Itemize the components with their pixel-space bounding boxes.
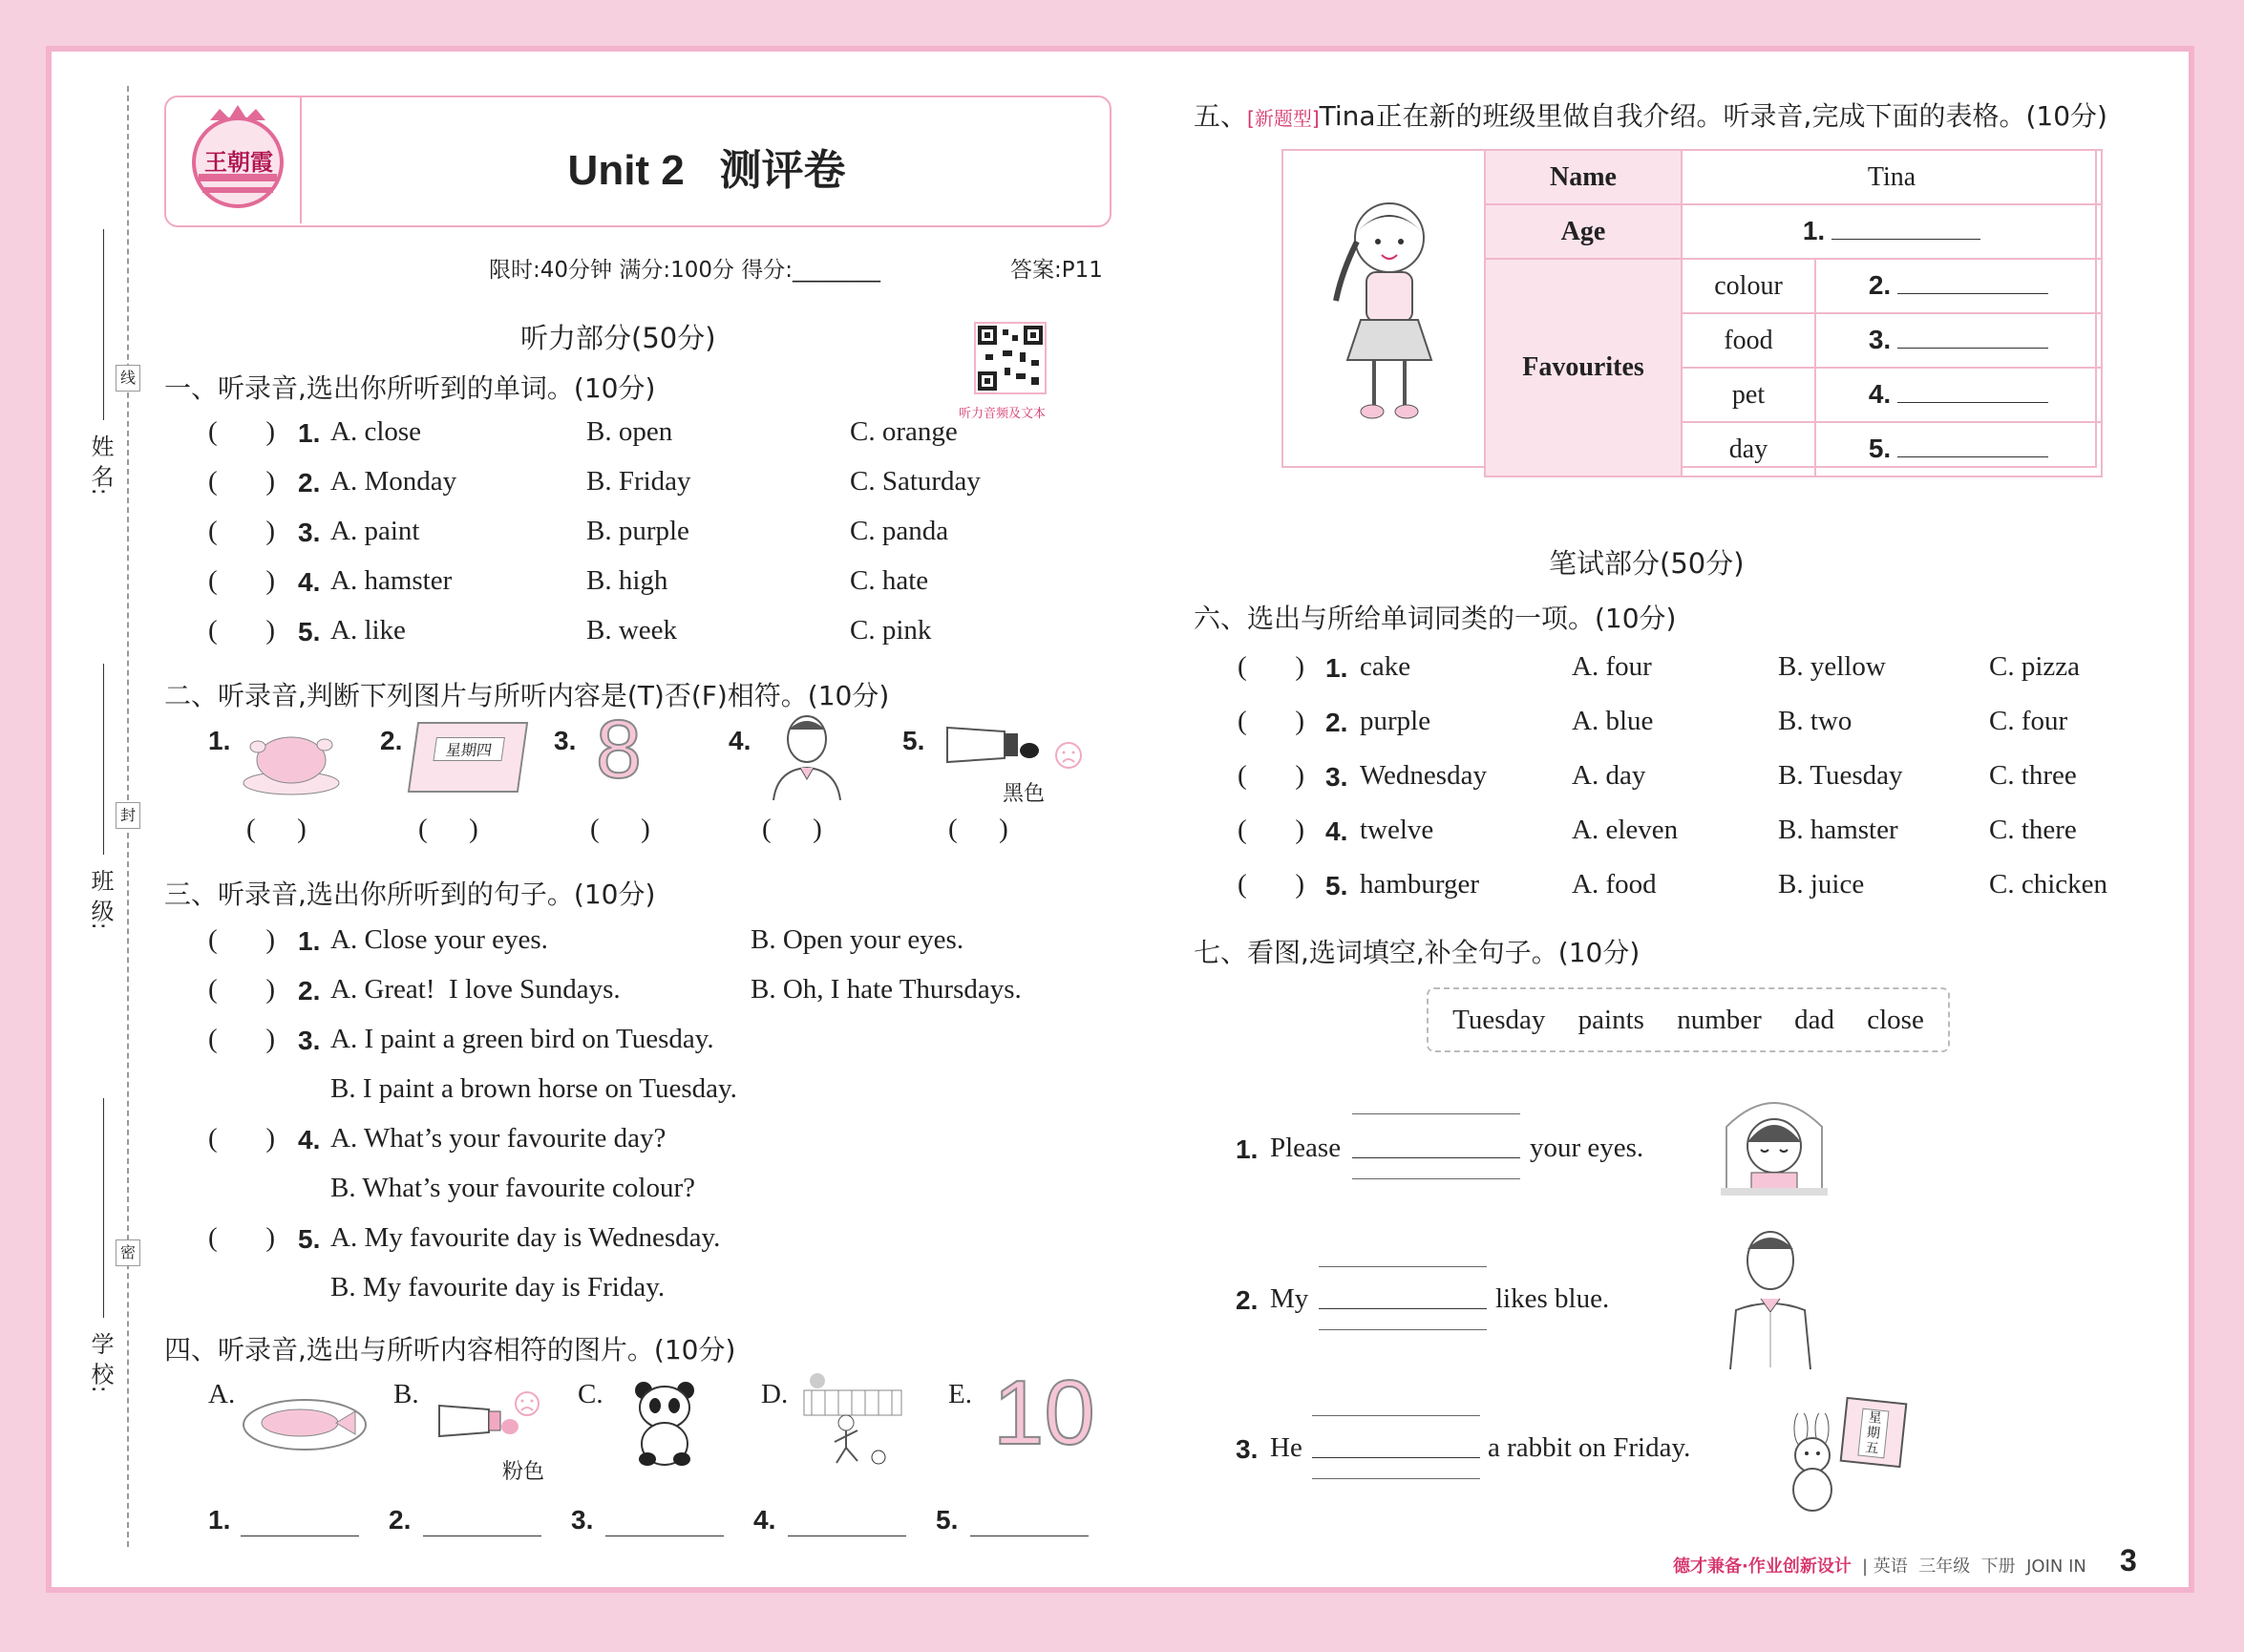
option-a: A. Great! I love Sundays. <box>330 974 621 1005</box>
option-c: C. hate <box>850 565 929 596</box>
school-line <box>103 1098 104 1318</box>
title-divider <box>300 95 302 223</box>
answer-paren[interactable]: ( ) <box>948 814 1008 844</box>
answer-paren[interactable]: ( ) <box>208 924 276 955</box>
answer-paren[interactable]: ( ) <box>208 516 276 546</box>
section7-title: 七、看图,选词填空,补全句子。(10分) <box>1194 937 1641 968</box>
section5-title <box>1194 95 2107 134</box>
name-label: Name <box>1485 150 1682 204</box>
option-b: B. week <box>586 615 678 646</box>
option-b: B. open <box>586 416 673 447</box>
option-b: B. Open your eyes. <box>751 924 964 955</box>
section3-title: 三、听录音,选出你所听到的句子。(10分) <box>164 879 656 910</box>
option-c: C. pizza <box>1989 651 2081 682</box>
item-number: 5. <box>902 726 925 755</box>
guide-line <box>1312 1478 1480 1479</box>
item-number: 3. <box>1325 762 1348 792</box>
answer-paren[interactable]: ( ) <box>762 814 822 844</box>
option-b: B. purple <box>586 516 689 546</box>
sentence-end: a rabbit on Friday. <box>1488 1432 1691 1463</box>
item-number: 3. <box>298 518 321 547</box>
footer-info: | 英语 三年级 下册 JOIN IN <box>1862 1557 2086 1577</box>
option-b: B. juice <box>1778 869 1865 900</box>
answer-blank[interactable] <box>1897 402 2048 403</box>
name-line <box>103 229 104 420</box>
picture-letter: A. <box>208 1379 236 1409</box>
item-number: 1. <box>298 926 321 956</box>
sentence-start: He <box>1270 1432 1302 1463</box>
option-a: A. I paint a green bird on Tuesday. <box>330 1024 714 1054</box>
item-number: 1. <box>1325 653 1348 683</box>
page-title: Unit 2 测评卷 <box>567 147 846 194</box>
item-number: 5. <box>298 1224 321 1254</box>
fav-answer-cell[interactable] <box>1815 422 2102 477</box>
class-label: 班 级: <box>87 869 114 930</box>
option-a: A. hamster <box>330 565 453 596</box>
sentence-start: Please <box>1270 1133 1342 1163</box>
option-b: B. high <box>586 565 668 596</box>
answer-paren[interactable]: ( ) <box>208 615 276 646</box>
pink-paint-tube-picture <box>435 1400 521 1442</box>
man-picture <box>764 712 850 800</box>
option-a: A. What’s your favourite day? <box>330 1123 667 1154</box>
seal-mark-secret: 密 <box>116 1239 140 1266</box>
option-c: C. panda <box>850 516 949 546</box>
answer-blank[interactable] <box>1312 1457 1480 1458</box>
answer-paren[interactable]: ( ) <box>208 466 276 497</box>
guide-line <box>1352 1178 1520 1179</box>
tina-picture <box>1332 196 1447 425</box>
calendar-picture <box>1840 1397 1908 1468</box>
black-color-label: 黑色 <box>1003 782 1046 806</box>
item-number: 4. <box>298 1125 321 1154</box>
qr-code[interactable] <box>974 322 1047 394</box>
option-a: A. day <box>1572 760 1646 791</box>
fav-row-label: pet <box>1682 368 1815 422</box>
fav-row-label: day <box>1682 422 1815 477</box>
item-number: 5. <box>298 617 321 646</box>
item-number: 1. <box>208 726 231 755</box>
page-number: 3 <box>2120 1543 2137 1578</box>
word-bank-item: dad <box>1794 1004 1834 1035</box>
guide-line <box>1319 1329 1487 1330</box>
option-b: B. Tuesday <box>1778 760 1903 791</box>
given-word: cake <box>1360 651 1411 682</box>
section5-text: Tina正在新的班级里做自我介绍。听录音,完成下面的表格。(10分) <box>1319 100 2107 132</box>
option-c: C. there <box>1989 815 2077 845</box>
item-number: 5. <box>936 1505 959 1535</box>
given-word: hamburger <box>1360 869 1480 900</box>
option-c: C. three <box>1989 760 2077 791</box>
fav-answer-cell[interactable] <box>1815 313 2102 368</box>
fish-picture <box>241 1387 369 1455</box>
option-b: B. My favourite day is Friday. <box>330 1272 666 1303</box>
item-number: 1. <box>208 1505 231 1535</box>
new-type-tag: [新题型] <box>1247 107 1320 130</box>
guide-line <box>1312 1415 1480 1416</box>
paint-tube-picture <box>943 722 1039 768</box>
option-c: C. four <box>1989 706 2068 736</box>
test-meta: 限时:40分钟 满分:100分 得分:________ <box>489 258 881 283</box>
item-number: 2. <box>1325 708 1348 737</box>
answer-blank[interactable] <box>1352 1157 1520 1158</box>
guide-line <box>1319 1266 1487 1267</box>
section4-title: 四、听录音,选出与所听内容相符的图片。(10分) <box>164 1334 736 1366</box>
footer-series: 德才兼备·作业创新设计 <box>1673 1557 1852 1577</box>
class-line <box>103 664 104 855</box>
digit-picture: 8 <box>596 704 642 795</box>
seal-mark-line: 线 <box>116 365 140 392</box>
word-bank-item: number <box>1677 1004 1762 1035</box>
qr-caption: 听力音频及文本 <box>959 407 1047 421</box>
pink-color-label: 粉色 <box>502 1460 545 1484</box>
picture-letter: B. <box>393 1379 419 1409</box>
answer-paren[interactable]: ( ) <box>1238 760 1305 791</box>
option-a: A. Monday <box>330 466 457 497</box>
option-a: A. eleven <box>1572 815 1679 845</box>
writing-heading: 笔试部分(50分) <box>1549 547 1745 580</box>
brand-logo-text: 王朝霞 <box>204 149 273 176</box>
age-label: Age <box>1485 204 1682 259</box>
item-number: 2. <box>298 468 321 498</box>
answer-paren[interactable]: ( ) <box>208 1024 276 1054</box>
answer-blank[interactable] <box>1897 348 2048 349</box>
sentence-end: your eyes. <box>1530 1133 1644 1163</box>
option-c: C. orange <box>850 416 958 447</box>
option-b: B. What’s your favourite colour? <box>330 1173 695 1203</box>
word-bank <box>1427 987 1950 1052</box>
option-b: B. hamster <box>1778 815 1898 845</box>
section5-prefix: 五、 <box>1194 100 1248 132</box>
favourites-label: Favourites <box>1485 259 1682 477</box>
answer-paren[interactable]: ( ) <box>208 1222 276 1253</box>
item-number: 3. <box>1868 325 1892 354</box>
option-a: A. food <box>1572 869 1657 900</box>
section6-title: 六、选出与所给单词同类的一项。(10分) <box>1194 603 1677 634</box>
item-number: 4. <box>729 726 752 755</box>
option-a: A. My favourite day is Wednesday. <box>330 1222 721 1253</box>
answer-blank[interactable] <box>1897 293 2048 294</box>
sentence-start: My <box>1270 1283 1309 1314</box>
picture-letter: E. <box>948 1379 972 1409</box>
item-number: 4. <box>1868 379 1892 409</box>
option-c: C. Saturday <box>850 466 981 497</box>
option-a: A. like <box>330 615 406 646</box>
item-number: 4. <box>298 567 321 597</box>
fav-answer-cell[interactable] <box>1815 368 2102 422</box>
sad-face-icon <box>514 1390 540 1417</box>
word-bank-item: Tuesday <box>1452 1004 1546 1035</box>
item-number: 1. <box>1236 1134 1259 1164</box>
answer-blank[interactable] <box>1831 239 1980 240</box>
word-bank-item: paints <box>1577 1004 1644 1035</box>
digit-picture: 10 <box>993 1362 1095 1464</box>
answer-paren[interactable]: ( ) <box>208 565 276 596</box>
option-b: B. I paint a brown horse on Tuesday. <box>330 1073 737 1104</box>
answer-ref: 答案:P11 <box>1010 258 1103 283</box>
item-number: 2. <box>389 1505 412 1535</box>
item-number: 3. <box>1236 1434 1259 1464</box>
answer-paren[interactable]: ( ) <box>208 416 276 447</box>
given-word: twelve <box>1360 815 1434 845</box>
calendar-text: 星期四 <box>433 737 505 761</box>
option-a: A. Close your eyes. <box>330 924 548 955</box>
calendar-text: 星期五 <box>1857 1408 1889 1459</box>
picture-letter: D. <box>761 1379 789 1409</box>
option-c: C. pink <box>850 615 932 646</box>
playing-football-picture <box>802 1371 903 1467</box>
fav-row-label: food <box>1682 313 1815 368</box>
given-word: purple <box>1360 706 1431 736</box>
option-b: B. two <box>1778 706 1852 736</box>
answer-paren[interactable]: ( ) <box>208 1123 276 1154</box>
name-value: Tina <box>1682 150 2102 204</box>
answer-paren[interactable]: ( ) <box>208 974 276 1005</box>
item-number: 4. <box>753 1505 776 1535</box>
age-answer-cell[interactable] <box>1682 204 2102 259</box>
answer-paren[interactable]: ( ) <box>246 814 307 844</box>
section1-title: 一、听录音,选出你所听到的单词。(10分) <box>164 372 656 404</box>
answer-paren[interactable]: ( ) <box>590 814 650 844</box>
answer-blank[interactable] <box>1319 1308 1487 1309</box>
answer-paren[interactable]: ( ) <box>1238 815 1305 845</box>
option-b: B. Oh, I hate Thursdays. <box>751 974 1022 1005</box>
sentence-end: likes blue. <box>1495 1283 1610 1314</box>
closed-eyes-girl-picture <box>1719 1089 1830 1196</box>
answer-paren[interactable]: ( ) <box>418 814 478 844</box>
item-number: 5. <box>1325 871 1348 900</box>
item-number: 1. <box>298 418 321 448</box>
option-a: A. close <box>330 416 422 447</box>
sad-face-icon <box>1054 741 1083 770</box>
option-b: B. Friday <box>586 466 691 497</box>
item-number: 3. <box>571 1505 594 1535</box>
name-label: 姓 名: <box>87 434 114 496</box>
item-number: 3. <box>298 1026 321 1055</box>
fav-row-label: colour <box>1682 259 1815 313</box>
guide-line <box>1352 1113 1520 1114</box>
word-bank-item: close <box>1867 1004 1924 1035</box>
fav-answer-cell[interactable] <box>1815 259 2102 313</box>
item-number: 3. <box>554 726 577 755</box>
item-number: 2. <box>1868 270 1892 300</box>
option-a: A. four <box>1572 651 1652 682</box>
picture-letter: C. <box>578 1379 603 1409</box>
item-number: 1. <box>1802 216 1826 245</box>
given-word: Wednesday <box>1360 760 1487 791</box>
item-number: 2. <box>298 976 321 1006</box>
option-a: A. paint <box>330 516 420 546</box>
option-c: C. chicken <box>1989 869 2108 900</box>
item-number: 5. <box>1868 434 1892 463</box>
answer-paren[interactable]: ( ) <box>1238 651 1305 682</box>
item-number: 2. <box>380 726 403 755</box>
school-label: 学 校: <box>87 1332 114 1393</box>
item-number: 4. <box>1325 816 1348 846</box>
option-a: A. blue <box>1572 706 1654 736</box>
rabbit-picture <box>1774 1413 1851 1516</box>
answer-paren[interactable]: ( ) <box>1238 706 1305 736</box>
roast-chicken-picture <box>239 718 344 798</box>
calendar-picture <box>408 722 528 793</box>
listening-heading: 听力部分(50分) <box>520 322 716 354</box>
info-table <box>1484 149 2103 477</box>
seal-mark-seal: 封 <box>116 802 140 829</box>
answer-blank[interactable] <box>1897 456 2048 457</box>
panda-picture <box>630 1379 699 1467</box>
answer-paren[interactable]: ( ) <box>1238 869 1305 900</box>
section2-title: 二、听录音,判断下列图片与所听内容是(T)否(F)相符。(10分) <box>164 680 890 711</box>
dad-picture <box>1723 1224 1818 1369</box>
item-number: 2. <box>1236 1285 1259 1315</box>
option-b: B. yellow <box>1778 651 1886 682</box>
